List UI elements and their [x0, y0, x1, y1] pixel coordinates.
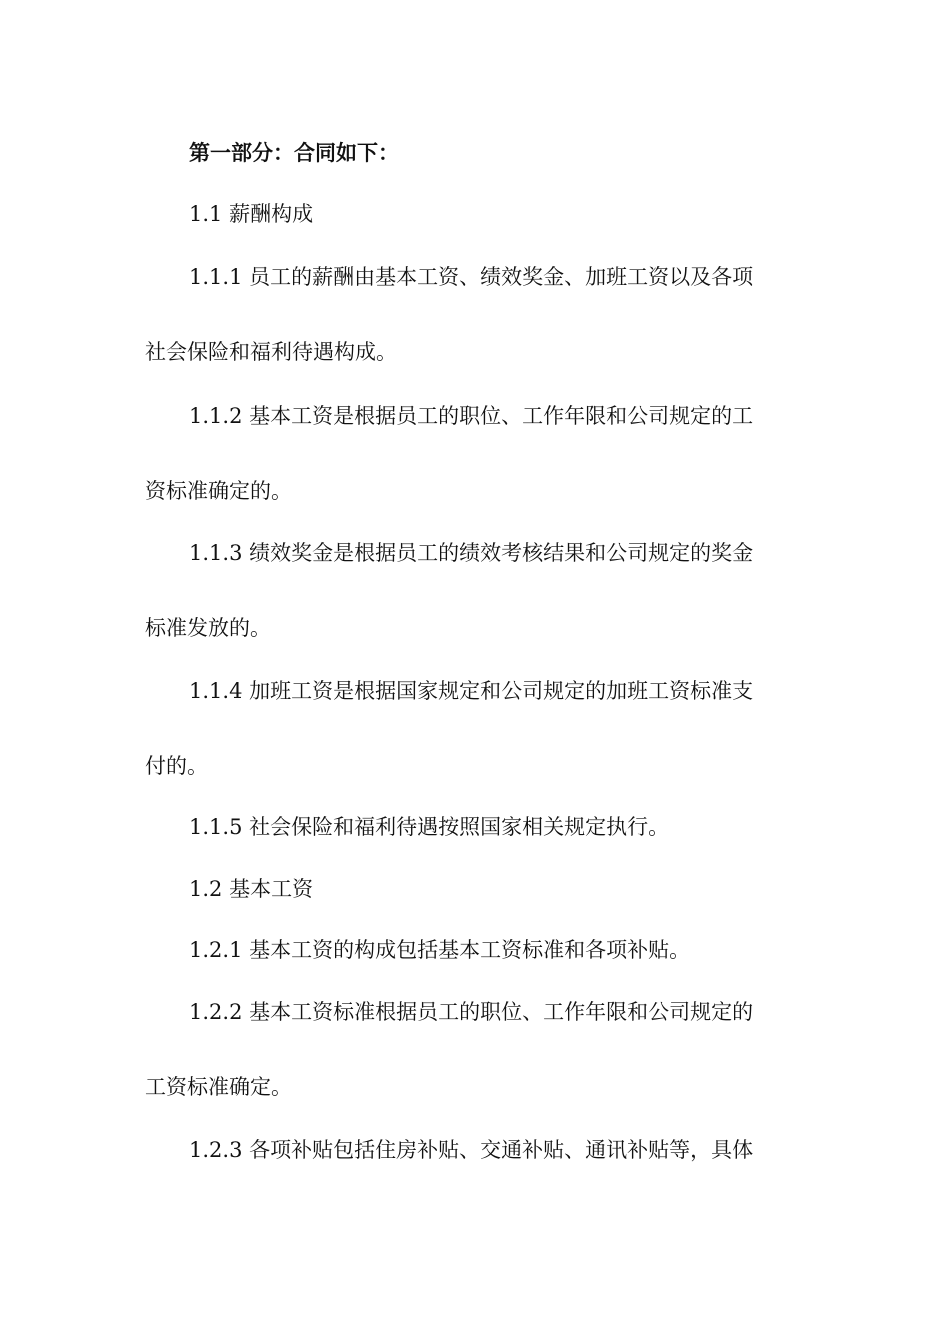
clause-1-1-5: 1.1.5 社会保险和福利待遇按照国家相关规定执行。: [189, 815, 670, 839]
clause-1-1-2-line1: 1.1.2 基本工资是根据员工的职位、工作年限和公司规定的工: [189, 404, 754, 428]
clause-1-1-1-line2: 社会保险和福利待遇构成。: [145, 340, 397, 364]
clause-1-2-title: 1.2 基本工资: [189, 877, 314, 901]
clause-1-1-4-line1: 1.1.4 加班工资是根据国家规定和公司规定的加班工资标准支: [189, 679, 754, 703]
clause-1-2-2-line1: 1.2.2 基本工资标准根据员工的职位、工作年限和公司规定的: [189, 1000, 754, 1024]
clause-1-1-4-line2: 付的。: [145, 754, 208, 778]
clause-1-1-3-line1: 1.1.3 绩效奖金是根据员工的绩效考核结果和公司规定的奖金: [189, 541, 754, 565]
clause-1-2-3-line1: 1.2.3 各项补贴包括住房补贴、交通补贴、通讯补贴等，具体: [189, 1138, 754, 1162]
clause-1-1-3-line2: 标准发放的。: [145, 616, 271, 640]
clause-1-1-title: 1.1 薪酬构成: [189, 202, 314, 226]
clause-1-2-1: 1.2.1 基本工资的构成包括基本工资标准和各项补贴。: [189, 938, 691, 962]
section-heading: 第一部分：合同如下：: [189, 140, 399, 165]
clause-1-1-2-line2: 资标准确定的。: [145, 479, 292, 503]
clause-1-2-2-line2: 工资标准确定。: [145, 1075, 292, 1099]
clause-1-1-1-line1: 1.1.1 员工的薪酬由基本工资、绩效奖金、加班工资以及各项: [189, 265, 754, 289]
